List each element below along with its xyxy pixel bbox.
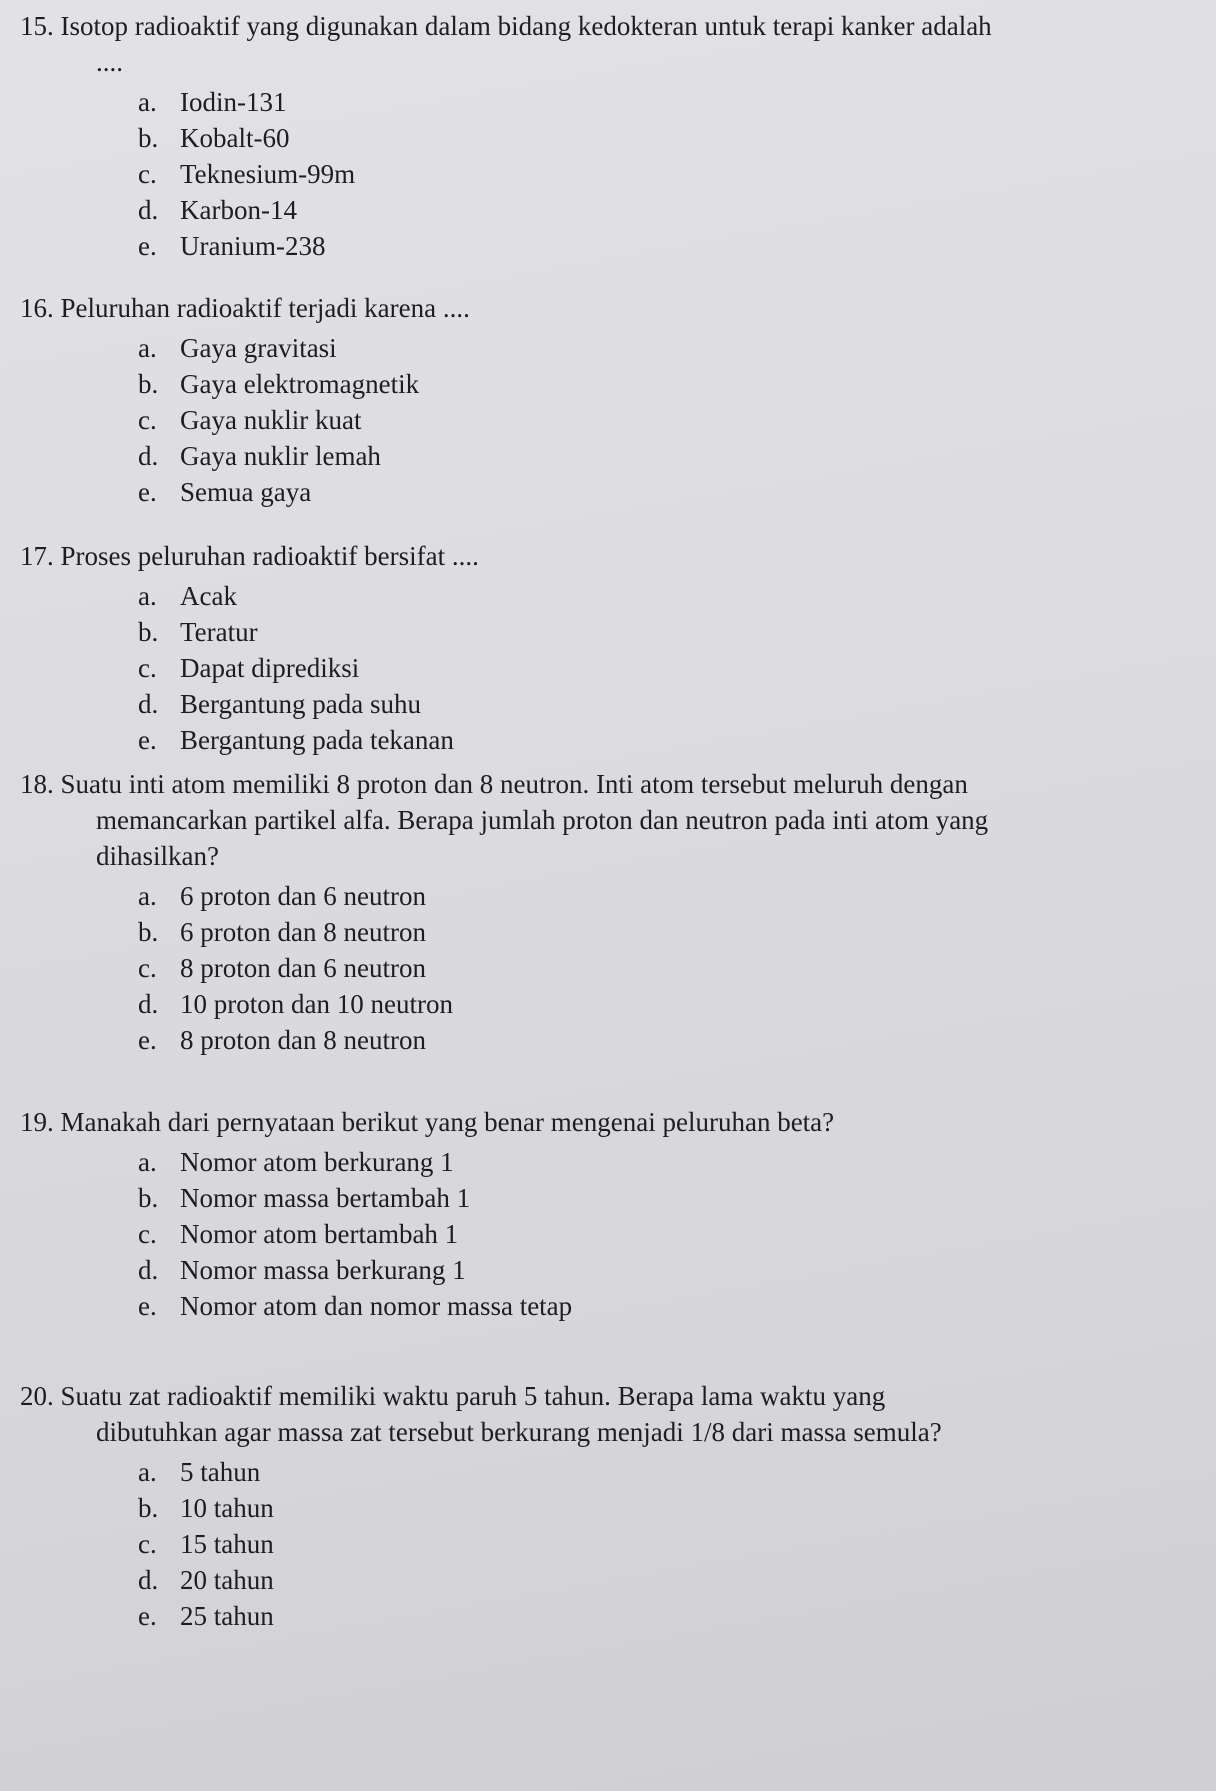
question-stem-continued: ....: [96, 47, 123, 77]
option-letter: e.: [138, 477, 157, 507]
answer-options: [20, 84, 1180, 264]
option-text: Gaya gravitasi: [180, 333, 337, 363]
answer-option-e: [138, 1598, 1180, 1634]
option-text: Nomor massa bertambah 1: [180, 1183, 471, 1213]
answer-option-c: [138, 1216, 1180, 1252]
option-text: Kobalt-60: [180, 123, 290, 153]
option-letter: b.: [138, 1183, 159, 1213]
option-text: 25 tahun: [180, 1601, 274, 1631]
option-text: Teknesium-99m: [180, 159, 356, 189]
answer-option-d: [138, 1562, 1180, 1598]
answer-option-a: [138, 1144, 1180, 1180]
answer-option-b: [138, 120, 1180, 156]
answer-option-c: [138, 650, 1180, 686]
question-stem-continued: dihasilkan?: [96, 841, 219, 871]
answer-options: [20, 1144, 1180, 1324]
option-letter: b.: [138, 917, 159, 947]
option-text: Gaya nuklir lemah: [180, 441, 381, 471]
answer-option-e: [138, 722, 1180, 758]
question-20: [20, 1378, 1180, 1634]
question-15: [20, 8, 1180, 264]
option-text: 15 tahun: [180, 1529, 274, 1559]
option-text: Nomor massa berkurang 1: [180, 1255, 466, 1285]
answer-option-c: [138, 950, 1180, 986]
answer-options: [20, 578, 1180, 758]
option-letter: b.: [138, 369, 159, 399]
option-text: 8 proton dan 6 neutron: [180, 953, 426, 983]
answer-option-a: [138, 84, 1180, 120]
option-letter: c.: [138, 653, 157, 683]
option-text: Nomor atom berkurang 1: [180, 1147, 454, 1177]
option-text: Nomor atom dan nomor massa tetap: [180, 1291, 573, 1321]
answer-option-c: [138, 156, 1180, 192]
answer-option-c: [138, 1526, 1180, 1562]
answer-option-a: [138, 1454, 1180, 1490]
question-stem: 15. Isotop radioaktif yang digunakan dalam bidang kedokteran untuk terapi kanker adalah: [20, 11, 992, 41]
answer-option-b: [138, 1180, 1180, 1216]
option-text: Nomor atom bertambah 1: [180, 1219, 459, 1249]
answer-option-b: [138, 366, 1180, 402]
option-letter: c.: [138, 405, 157, 435]
answer-options: [20, 1454, 1180, 1634]
option-letter: d.: [138, 1255, 159, 1285]
question-18: [20, 766, 1180, 1058]
option-letter: a.: [138, 881, 157, 911]
answer-option-b: [138, 914, 1180, 950]
option-text: 10 proton dan 10 neutron: [180, 989, 453, 1019]
answer-option-a: [138, 878, 1180, 914]
option-text: 5 tahun: [180, 1457, 261, 1487]
option-text: Semua gaya: [180, 477, 312, 507]
option-letter: b.: [138, 617, 159, 647]
option-letter: d.: [138, 689, 159, 719]
option-letter: c.: [138, 159, 157, 189]
option-letter: c.: [138, 1219, 157, 1249]
option-letter: a.: [138, 1457, 157, 1487]
answer-option-a: [138, 578, 1180, 614]
question-17: [20, 538, 1180, 758]
option-letter: d.: [138, 195, 159, 225]
answer-option-a: [138, 330, 1180, 366]
option-letter: d.: [138, 989, 159, 1019]
question-stem-continued: dibutuhkan agar massa zat tersebut berkurang menjadi 1/8 dari massa semula?: [96, 1417, 942, 1447]
question-stem-continued: memancarkan partikel alfa. Berapa jumlah proton dan neutron pada inti atom yang: [96, 805, 989, 835]
option-letter: e.: [138, 1601, 157, 1631]
answer-option-e: [138, 228, 1180, 264]
option-letter: a.: [138, 581, 157, 611]
option-letter: a.: [138, 87, 157, 117]
question-19: [20, 1104, 1180, 1324]
option-text: Teratur: [180, 617, 258, 647]
option-letter: e.: [138, 231, 157, 261]
question-stem: 20. Suatu zat radioaktif memiliki waktu paruh 5 tahun. Berapa lama waktu yang: [20, 1381, 886, 1411]
answer-option-e: [138, 1022, 1180, 1058]
option-letter: b.: [138, 123, 159, 153]
option-letter: a.: [138, 1147, 157, 1177]
option-text: 6 proton dan 8 neutron: [180, 917, 426, 947]
answer-option-e: [138, 1288, 1180, 1324]
answer-options: [20, 330, 1180, 510]
option-text: Gaya nuklir kuat: [180, 405, 362, 435]
option-text: Dapat diprediksi: [180, 653, 360, 683]
question-stem: 16. Peluruhan radioaktif terjadi karena ....: [20, 293, 470, 323]
option-letter: c.: [138, 953, 157, 983]
option-text: 6 proton dan 6 neutron: [180, 881, 426, 911]
option-letter: e.: [138, 725, 157, 755]
answer-option-b: [138, 614, 1180, 650]
option-letter: a.: [138, 333, 157, 363]
option-letter: d.: [138, 1565, 159, 1595]
answer-option-d: [138, 986, 1180, 1022]
answer-option-d: [138, 192, 1180, 228]
option-text: Bergantung pada tekanan: [180, 725, 454, 755]
answer-option-c: [138, 402, 1180, 438]
answer-option-e: [138, 474, 1180, 510]
option-letter: c.: [138, 1529, 157, 1559]
answer-option-b: [138, 1490, 1180, 1526]
option-text: 8 proton dan 8 neutron: [180, 1025, 426, 1055]
option-letter: e.: [138, 1291, 157, 1321]
question-stem: 19. Manakah dari pernyataan berikut yang benar mengenai peluruhan beta?: [20, 1107, 835, 1137]
answer-options: [20, 878, 1180, 1058]
answer-option-d: [138, 686, 1180, 722]
option-text: Uranium-238: [180, 231, 326, 261]
option-letter: b.: [138, 1493, 159, 1523]
question-16: [20, 290, 1180, 510]
question-stem: 18. Suatu inti atom memiliki 8 proton dan 8 neutron. Inti atom tersebut meluruh dengan: [20, 769, 968, 799]
option-text: 10 tahun: [180, 1493, 274, 1523]
option-text: Bergantung pada suhu: [180, 689, 421, 719]
answer-option-d: [138, 438, 1180, 474]
option-text: Gaya elektromagnetik: [180, 369, 420, 399]
option-letter: e.: [138, 1025, 157, 1055]
question-stem: 17. Proses peluruhan radioaktif bersifat ....: [20, 541, 479, 571]
option-text: Karbon-14: [180, 195, 297, 225]
option-text: 20 tahun: [180, 1565, 274, 1595]
option-letter: d.: [138, 441, 159, 471]
option-text: Acak: [180, 581, 237, 611]
answer-option-d: [138, 1252, 1180, 1288]
option-text: Iodin-131: [180, 87, 287, 117]
